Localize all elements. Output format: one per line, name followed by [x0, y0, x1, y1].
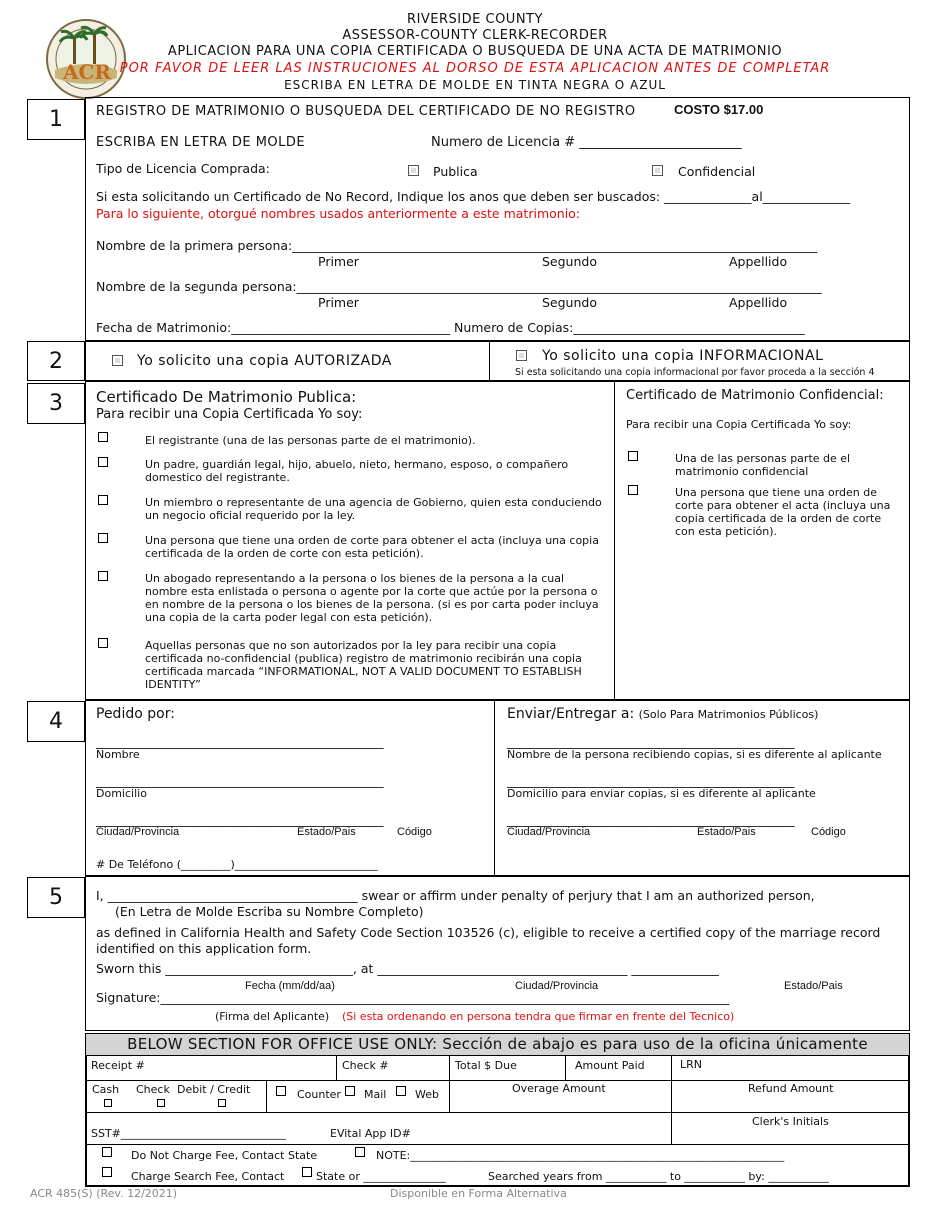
recipient-address-hint: Domicilio para enviar copias, si es diferente al aplicante: [507, 787, 816, 800]
deliver-to-title: [507, 706, 818, 722]
sworn-date-place-field[interactable]: Sworn this ______________________________, at ________________________________________ ______________: [96, 961, 719, 976]
overage-amount: Overage Amount: [512, 1082, 606, 1095]
public-certificate-subtitle: Para recibir una Copia Certificada Yo soy:: [96, 407, 363, 422]
section-1-title: REGISTRO DE MATRIMONIO O BUSQUEDA DEL CERTIFICADO DE NO REGISTRO: [96, 104, 636, 119]
amount-paid: Amount Paid: [575, 1059, 645, 1072]
publica-label: Publica: [433, 164, 478, 179]
middle-name-hint-2: Segundo: [542, 295, 597, 310]
confidential-option-2-checkbox[interactable]: [628, 485, 638, 495]
public-option-2-label: Un padre, guardián legal, hijo, abuelo, nieto, hermano, esposo, o compañero domestico del registrante.: [145, 458, 569, 484]
informational-copy-label: Yo solicito una copia INFORMACIONAL: [542, 348, 824, 364]
public-option-6-checkbox[interactable]: [98, 638, 108, 648]
check-checkbox[interactable]: [157, 1099, 165, 1107]
confidencial-checkbox[interactable]: [652, 165, 663, 176]
alternative-format-note: Disponible en Forma Alternativa: [390, 1187, 567, 1200]
section-1-number: 1: [27, 99, 85, 140]
confidential-option-2-label: Una persona que tiene una orden de corte para obtener el acta (incluya una copia certificada de la orden de corte con esta petición).: [675, 486, 891, 538]
cost: COSTO $17.00: [674, 102, 764, 117]
form-id: ACR 485(S) (Rev. 12/2021): [30, 1187, 178, 1200]
section-5-number: 5: [27, 877, 85, 918]
receipt-number: Receipt #: [91, 1059, 145, 1072]
confidential-certificate-title: Certificado de Matrimonio Confidencial:: [626, 388, 884, 403]
health-code-text-2: identified on this application form.: [96, 941, 312, 956]
sworn-state-hint: Estado/Pais: [784, 980, 843, 992]
section-3-number: 3: [27, 383, 85, 424]
note-field: NOTE:____________________________________________________________________: [376, 1149, 785, 1162]
mail-checkbox[interactable]: [345, 1086, 355, 1096]
check-label: Check: [136, 1083, 170, 1096]
web-label: Web: [415, 1088, 439, 1101]
publica-checkbox[interactable]: [408, 165, 419, 176]
no-record-years-field[interactable]: Si esta solicitando un Certificado de No Record, Indique los anos que deben ser buscados: ______________al______________: [96, 189, 851, 204]
recipient-name-hint: Nombre de la persona recibiendo copias, si es diferente al aplicante: [507, 748, 882, 761]
authorized-copy-checkbox[interactable]: [112, 355, 123, 366]
public-option-3-label: Un miembro o representante de una agencia de Gobierno, quien esta conduciendo un negocio oficial requerido por la ley.: [145, 496, 602, 522]
license-type-label: Tipo de Licencia Comprada:: [96, 161, 270, 176]
ink-note: ESCRIBA EN LETRA DE MOLDE EN TINTA NEGRA O AZUL: [284, 78, 666, 92]
second-person-name-field[interactable]: Nombre de la segunda persona:____________________________________________________________________________________: [96, 279, 822, 294]
requester-address-field[interactable]: ______________________________________________: [96, 773, 384, 788]
confidencial-label: Confidencial: [678, 164, 756, 179]
ordered-by-title: Pedido por:: [96, 706, 175, 722]
office-use-box: [85, 1033, 910, 1187]
requester-phone-field[interactable]: # De Teléfono (_________)__________________________: [96, 858, 378, 871]
signature-field[interactable]: Signature:___________________________________________________________________________________________: [96, 990, 730, 1005]
requester-zip-hint: Código: [397, 826, 432, 838]
charge-search-checkbox[interactable]: [102, 1167, 112, 1177]
debit-credit-label: Debit / Credit: [177, 1083, 251, 1096]
debit-credit-checkbox[interactable]: [218, 1099, 226, 1107]
sworn-city-hint: Ciudad/Provincia: [515, 980, 599, 992]
deliver-to-title-note: (Solo Para Matrimonios Públicos): [638, 708, 819, 721]
requester-state-hint: Estado/Pais: [297, 826, 356, 838]
mail-label: Mail: [364, 1088, 387, 1101]
last-name-hint: Appellido: [729, 254, 788, 269]
state-checkbox[interactable]: [302, 1167, 312, 1177]
public-certificate-title: Certificado De Matrimonio Publica:: [96, 388, 357, 406]
seal-text: ACR: [63, 60, 112, 84]
refund-amount: Refund Amount: [748, 1082, 834, 1095]
informational-note: Si esta solicitando una copia informacional por favor proceda a la sección 4: [515, 367, 875, 378]
signature-hint: (Firma del Aplicante): [215, 1010, 330, 1023]
middle-name-hint: Segundo: [542, 254, 597, 269]
sign-in-person-note: (Si esta ordenando en persona tendra que firmar en frente del Tecnico): [342, 1010, 735, 1023]
ssn-field: SST#______________________________: [91, 1127, 286, 1140]
public-option-1-label: El registrante (una de las personas parte de el matrimonio).: [145, 434, 476, 447]
check-number: Check #: [342, 1059, 389, 1072]
first-name-hint: Primer: [318, 254, 359, 269]
requester-name-field[interactable]: ______________________________________________: [96, 734, 384, 749]
recipient-zip-hint: Código: [811, 826, 846, 838]
sworn-date-hint: Fecha (mm/dd/aa): [245, 980, 335, 992]
oath-name-field[interactable]: I, ________________________________________ swear or affirm under penalty of perjury that I am an authorized person,: [96, 888, 815, 903]
searched-years-field: Searched years from ___________ to ___________ by: ___________: [488, 1170, 829, 1183]
charge-search-label: Charge Search Fee, Contact: [131, 1170, 285, 1183]
counter-checkbox[interactable]: [276, 1086, 286, 1096]
web-checkbox[interactable]: [396, 1086, 406, 1096]
public-option-4-checkbox[interactable]: [98, 533, 108, 543]
last-name-hint-2: Appellido: [729, 295, 788, 310]
requester-city-hint: Ciudad/Provincia: [96, 826, 180, 838]
authorized-copy-label: Yo solicito una copia AUTORIZADA: [137, 353, 392, 369]
first-person-name-field[interactable]: Nombre de la primera persona:____________________________________________________________________________________: [96, 238, 818, 253]
office-use-banner: BELOW SECTION FOR OFFICE USE ONLY: Sección de abajo es para uso de la oficina únicamente: [86, 1034, 909, 1056]
form-title: APLICACION PARA UNA COPIA CERTIFICADA O BUSQUEDA DE UNA ACTA DE MATRIMONIO: [167, 44, 783, 59]
clerk-initials: Clerk's Initials: [752, 1115, 829, 1128]
recipient-name-field[interactable]: ______________________________________________: [507, 734, 795, 749]
recipient-city-field[interactable]: ______________________________________________: [507, 812, 795, 827]
note-checkbox[interactable]: [355, 1147, 365, 1157]
public-option-1-checkbox[interactable]: [98, 432, 108, 442]
confidential-certificate-subtitle: Para recibir una Copia Certificada Yo soy:: [626, 418, 852, 431]
cash-checkbox[interactable]: [104, 1099, 112, 1107]
recipient-address-field[interactable]: ______________________________________________: [507, 773, 795, 788]
read-instructions-warning: POR FAVOR DE LEER LAS INSTRUCIONES AL DORSO DE ESTA APLICACION ANTES DE COMPLETAR: [119, 61, 831, 76]
confidential-option-1-checkbox[interactable]: [628, 451, 638, 461]
public-option-2-checkbox[interactable]: [98, 457, 108, 467]
requester-name-hint: Nombre: [96, 748, 140, 761]
confidential-option-1-label: Una de las personas parte de el matrimonio confidencial: [675, 452, 851, 478]
informational-copy-checkbox[interactable]: [516, 350, 527, 361]
deliver-to-title-text: Enviar/Entregar a:: [507, 706, 635, 722]
total-due: Total $ Due: [455, 1059, 517, 1072]
state-or-field: State or _______________: [316, 1170, 446, 1183]
oath-name-hint: (En Letra de Molde Escriba su Nombre Completo): [115, 904, 424, 919]
public-option-5-checkbox[interactable]: [98, 571, 108, 581]
public-option-6-label: Aquellas personas que no son autorizados por la ley para recibir una copia certificada no-confidencial (publica) registro de matrimonio recibirán una copia certificada marcada “INFORMATIONAL, NOT A VALID DOCUMENT TO ESTABLISH IDENTITY”: [145, 639, 582, 691]
health-code-text-1: as defined in California Health and Safety Code Section 103526 (c), eligible to receive a certified copy of the marriage record: [96, 925, 881, 940]
office-name: ASSESSOR-COUNTY CLERK-RECORDER: [342, 28, 608, 43]
license-number-field[interactable]: Numero de Licencia # _________________________: [431, 135, 742, 150]
recipient-city-hint: Ciudad/Provincia: [507, 826, 591, 838]
public-option-4-label: Una persona que tiene una orden de corte para obtener el acta (incluya una copia certificada de la orden de corte con esta petición).: [145, 534, 599, 560]
marriage-date-copies-field[interactable]: Fecha de Matrimonio:___________________________________ Numero de Copias:_____________________________________: [96, 320, 805, 335]
recipient-state-hint: Estado/Pais: [697, 826, 756, 838]
no-charge-label: Do Not Charge Fee, Contact State: [131, 1149, 318, 1162]
section-2-number: 2: [27, 341, 85, 381]
lrn: LRN: [680, 1058, 702, 1071]
no-charge-checkbox[interactable]: [102, 1147, 112, 1157]
county-name: RIVERSIDE COUNTY: [407, 12, 543, 27]
evital-app-id: EVital App ID#: [330, 1127, 411, 1140]
first-name-hint-2: Primer: [318, 295, 359, 310]
previous-names-note: Para lo siguiente, otorgué nombres usados anteriormente a este matrimonio:: [96, 206, 581, 221]
requester-city-field[interactable]: ______________________________________________: [96, 812, 384, 827]
public-option-5-label: Un abogado representando a la persona o los bienes de la persona a la cual nombre esta enlistada o persona o agente por la corte que actúe por la persona o en nombre de la persona o los bienes de la persona. (si es por carta poder incluya una copia de la carta poder legal con esta petición).: [145, 572, 599, 624]
public-option-3-checkbox[interactable]: [98, 495, 108, 505]
print-note: ESCRIBA EN LETRA DE MOLDE: [96, 135, 306, 150]
cash-label: Cash: [92, 1083, 120, 1096]
section-4-number: 4: [27, 701, 85, 742]
counter-label: Counter: [297, 1088, 341, 1101]
requester-address-hint: Domicilio: [96, 787, 147, 800]
